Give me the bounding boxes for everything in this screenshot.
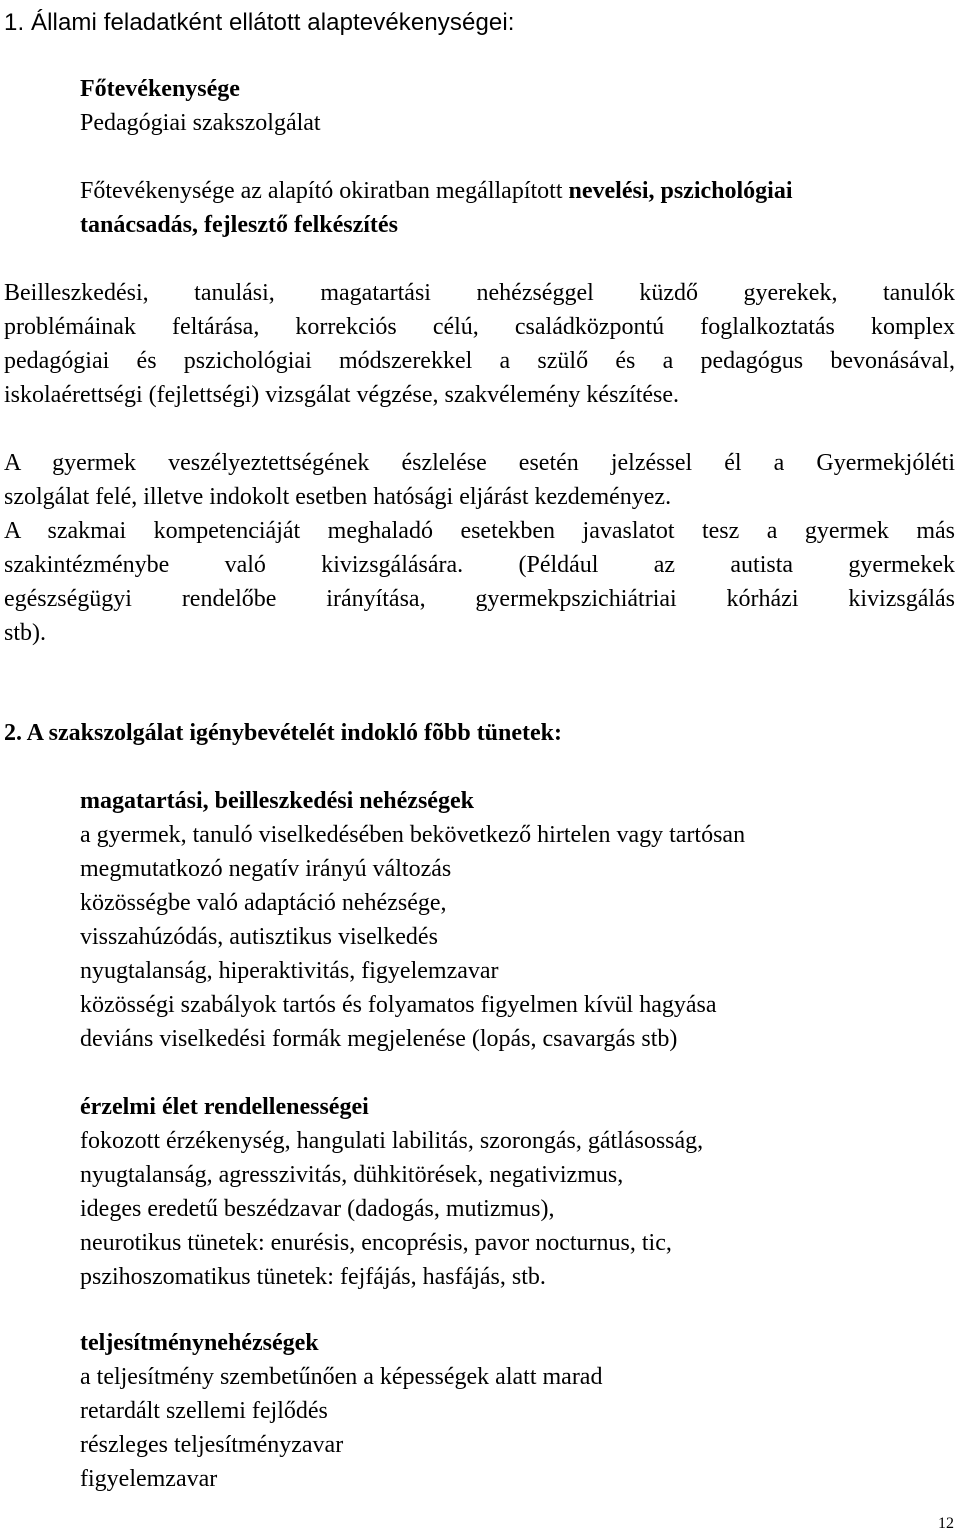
founding-doc-line-1	[80, 174, 793, 208]
para3-line: szakintézménybe való kivizsgálására. (Például az autista gyermekek	[4, 552, 955, 578]
para1-line: pedagógiai és pszichológiai módszerekkel a szülő és a pedagógus bevonásával,	[4, 348, 955, 374]
para3-line: stb).	[4, 620, 46, 646]
list-item: deviáns viselkedési formák megjelenése (lopás, csavargás stb)	[80, 1026, 678, 1052]
para1-line: Beilleszkedési, tanulási, magatartási nehézséggel küzdő gyerekek, tanulók	[4, 280, 955, 306]
list-item: retardált szellemi fejlődés	[80, 1398, 328, 1424]
list-item: neurotikus tünetek: enurésis, encoprésis, pavor nocturnus, tic,	[80, 1230, 672, 1256]
list-item: pszihoszomatikus tünetek: fejfájás, hasfájás, stb.	[80, 1264, 546, 1290]
list-item: részleges teljesítményzavar	[80, 1432, 344, 1458]
list-item: figyelemzavar	[80, 1466, 218, 1492]
list-item: fokozott érzékenység, hangulati labilitás, szorongás, gátlásosság,	[80, 1128, 704, 1154]
list-item: ideges eredetű beszédzavar (dadogás, mutizmus),	[80, 1196, 555, 1222]
para2-line: szolgálat felé, illetve indokolt esetben hatósági eljárást kezdeményez.	[4, 484, 672, 510]
section-1-title: 1. Állami feladatként ellátott alaptevékenységei:	[4, 9, 515, 36]
section-2-title: 2. A szakszolgálat igénybevételét indokló fõbb tünetek:	[4, 720, 563, 746]
list-item: nyugtalanság, agresszivitás, dühkitörések, negativizmus,	[80, 1162, 624, 1188]
para3-line: egészségügyi rendelőbe irányítása, gyermekpszichiátriai kórházi kivizsgálás	[4, 586, 955, 612]
list-item: a teljesítmény szembetűnően a képességek alatt marad	[80, 1364, 603, 1390]
founding-doc-prefix: Főtevékenysége az alapító okiratban megállapított	[80, 178, 569, 204]
founding-doc-bold-1: nevelési, pszichológiai	[568, 178, 793, 204]
main-activity-heading: Főtevékenysége	[80, 76, 240, 102]
list-item: megmutatkozó negatív irányú változás	[80, 856, 452, 882]
para3-line: A szakmai kompetenciáját meghaladó esetekben javaslatot tesz a gyermek más	[4, 518, 955, 544]
list-item: közösségbe való adaptáció nehézsége,	[80, 890, 447, 916]
para1-line: problémáinak feltárása, korrekciós célú, családközpontú foglalkoztatás komplex	[4, 314, 955, 340]
para1-line: iskolaérettségi (fejlettségi) vizsgálat végzése, szakvélemény készítése.	[4, 382, 680, 408]
list-item: közösségi szabályok tartós és folyamatos figyelmen kívül hagyása	[80, 992, 717, 1018]
group-heading-behavior: magatartási, beilleszkedési nehézségek	[80, 788, 474, 814]
group-heading-performance: teljesítménynehézségek	[80, 1330, 319, 1356]
para2-line: A gyermek veszélyeztettségének észlelése esetén jelzéssel él a Gyermekjóléti	[4, 450, 955, 476]
page-number: 12	[938, 1515, 954, 1532]
group-heading-emotional: érzelmi élet rendellenességei	[80, 1094, 369, 1120]
list-item: a gyermek, tanuló viselkedésében bekövetkező hirtelen vagy tartósan	[80, 822, 746, 848]
list-item: nyugtalanság, hiperaktivitás, figyelemzavar	[80, 958, 499, 984]
founding-doc-bold-2: tanácsadás, fejlesztő felkészítés	[80, 212, 398, 238]
main-activity-name: Pedagógiai szakszolgálat	[80, 110, 321, 136]
list-item: visszahúzódás, autisztikus viselkedés	[80, 924, 438, 950]
